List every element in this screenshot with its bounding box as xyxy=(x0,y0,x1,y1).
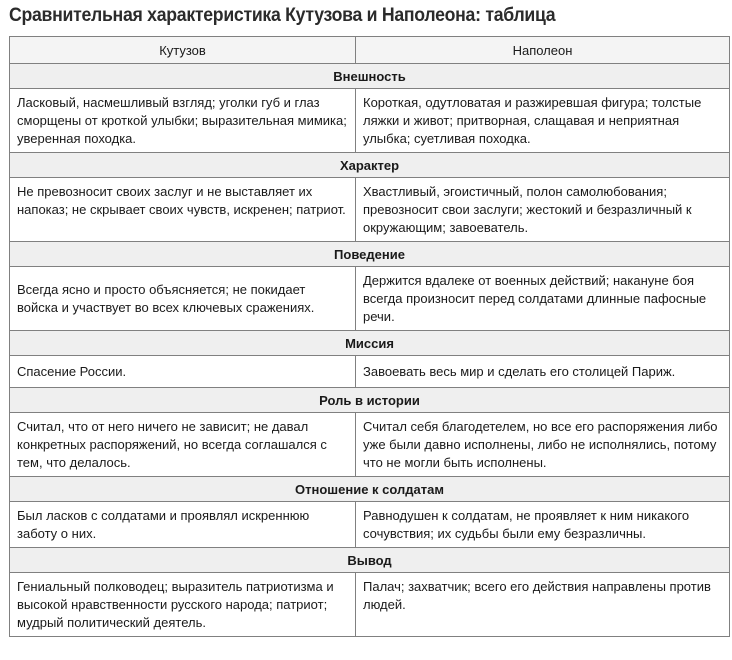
table-row xyxy=(10,356,730,388)
comparison-table xyxy=(9,36,730,637)
section-heading-role-in-history: Роль в истории xyxy=(10,388,730,413)
table-row xyxy=(10,502,730,548)
section-heading-row xyxy=(10,548,730,573)
table-row xyxy=(10,573,730,637)
section-heading-row xyxy=(10,153,730,178)
section-heading-mission: Миссия xyxy=(10,331,730,356)
kutuzov-cell: Не превозносит своих заслуг и не выставляет их напоказ; не скрывает своих чувств, искренен; патриот. xyxy=(10,178,356,242)
column-header-napoleon: Наполеон xyxy=(356,37,730,64)
kutuzov-cell: Всегда ясно и просто объясняется; не покидает войска и участвует во всех ключевых сражениях. xyxy=(10,267,356,331)
section-heading-appearance: Внешность xyxy=(10,64,730,89)
section-heading-behavior: Поведение xyxy=(10,242,730,267)
section-heading-row xyxy=(10,242,730,267)
kutuzov-cell: Гениальный полководец; выразитель патриотизма и высокой нравственности русского народа; патриот; мудрый политический деятель. xyxy=(10,573,356,637)
table-row xyxy=(10,178,730,242)
kutuzov-cell: Был ласков с солдатами и проявлял искреннюю заботу о них. xyxy=(10,502,356,548)
table-header-row xyxy=(10,37,730,64)
kutuzov-cell: Считал, что от него ничего не зависит; не давал конкретных распоряжений, но всегда соглашался с тем, что делалось. xyxy=(10,413,356,477)
napoleon-cell: Хвастливый, эгоистичный, полон самолюбования; превозносит свои заслуги; жестокий и безразличный к окружающим; завоеватель. xyxy=(356,178,730,242)
section-heading-attitude-to-soldiers: Отношение к солдатам xyxy=(10,477,730,502)
napoleon-cell: Держится вдалеке от военных действий; накануне боя всегда произносит перед солдатами длинные пафосные речи. xyxy=(356,267,730,331)
section-heading-conclusion: Вывод xyxy=(10,548,730,573)
section-heading-row xyxy=(10,388,730,413)
table-row xyxy=(10,413,730,477)
section-heading-character: Характер xyxy=(10,153,730,178)
section-heading-row xyxy=(10,477,730,502)
napoleon-cell: Завоевать весь мир и сделать его столицей Париж. xyxy=(356,356,730,388)
table-row xyxy=(10,267,730,331)
column-header-kutuzov: Кутузов xyxy=(10,37,356,64)
kutuzov-cell: Спасение России. xyxy=(10,356,356,388)
napoleon-cell: Короткая, одутловатая и разжиревшая фигура; толстые ляжки и живот; притворная, слащавая и неприятная улыбка; суетливая походка. xyxy=(356,89,730,153)
page-title: Сравнительная характеристика Кутузова и Наполеона: таблица xyxy=(9,5,556,26)
section-heading-row xyxy=(10,331,730,356)
napoleon-cell: Равнодушен к солдатам, не проявляет к ним никакого сочувствия; их судьбы были ему безразличны. xyxy=(356,502,730,548)
napoleon-cell: Считал себя благодетелем, но все его распоряжения либо уже были давно исполнены, либо не исполнялись, потому что не могли быть исполнены. xyxy=(356,413,730,477)
table-row xyxy=(10,89,730,153)
kutuzov-cell: Ласковый, насмешливый взгляд; уголки губ и глаз сморщены от кроткой улыбки; выразительная мимика; уверенная походка. xyxy=(10,89,356,153)
napoleon-cell: Палач; захватчик; всего его действия направлены против людей. xyxy=(356,573,730,637)
section-heading-row xyxy=(10,64,730,89)
